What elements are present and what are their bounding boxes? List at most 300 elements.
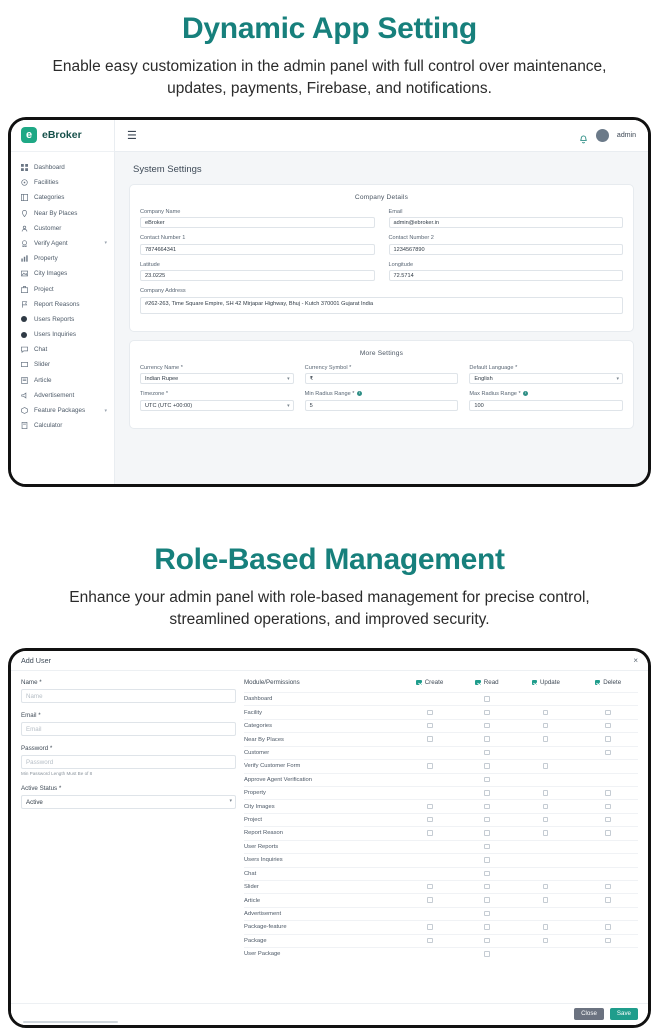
- delete-checkbox[interactable]: [605, 723, 610, 728]
- sidebar-item-label: Verify Agent: [34, 239, 68, 247]
- module-name: Facility: [244, 706, 399, 719]
- update-checkbox[interactable]: [543, 736, 548, 741]
- update-header-label: Update: [539, 678, 560, 686]
- field-label: Currency Symbol *: [304, 364, 352, 371]
- create-checkbox[interactable]: [427, 884, 432, 889]
- delete-cell[interactable]: [578, 719, 638, 732]
- module-name: Approve Agent Verification: [244, 773, 399, 786]
- sidebar-item-advertisement[interactable]: [11, 388, 114, 403]
- create-cell: [399, 854, 460, 867]
- contact-number-1-input[interactable]: 7874664341: [140, 244, 375, 255]
- read-checkbox[interactable]: [484, 830, 489, 835]
- sidebar-item-article[interactable]: [11, 373, 114, 388]
- table-row: [244, 948, 638, 961]
- sidebar-item-label: Report Reasons: [34, 300, 80, 308]
- sidebar-item-city-images[interactable]: [11, 266, 114, 281]
- brand[interactable]: [11, 120, 114, 152]
- read-checkbox[interactable]: [484, 777, 489, 782]
- field-email: [21, 712, 236, 736]
- delete-header-label: Delete: [603, 678, 622, 686]
- create-checkbox[interactable]: [427, 924, 432, 929]
- update-cell: [513, 773, 578, 786]
- read-checkbox[interactable]: [484, 884, 489, 889]
- update-cell[interactable]: [513, 894, 578, 907]
- section-subtitle: Enhance your admin panel with role-based management for precise control, streamlined operations, and improved security.: [69, 588, 590, 629]
- create-cell[interactable]: [399, 800, 460, 813]
- table-row: [244, 840, 638, 853]
- delete-cell[interactable]: [578, 787, 638, 800]
- max-radius-input[interactable]: 100: [469, 400, 623, 411]
- sidebar-item-label: Article: [34, 376, 52, 384]
- update-checkbox[interactable]: [543, 924, 548, 929]
- read-checkbox[interactable]: [484, 817, 489, 822]
- update-cell[interactable]: [513, 880, 578, 893]
- delete-checkbox[interactable]: [605, 830, 610, 835]
- update-checkbox[interactable]: [543, 763, 548, 768]
- update-cell: [513, 746, 578, 759]
- field-longitude: [389, 262, 624, 282]
- update-all-checkbox[interactable]: [532, 680, 537, 685]
- sidebar-item-feature-packages[interactable]: [11, 403, 114, 418]
- delete-cell[interactable]: [578, 894, 638, 907]
- read-all-checkbox[interactable]: [475, 680, 480, 685]
- company-details-card: [129, 184, 634, 332]
- sidebar-item-label: Calculator: [34, 422, 63, 430]
- module-name: Package-feature: [244, 921, 399, 934]
- field-currency-name: [140, 365, 294, 385]
- read-cell[interactable]: [461, 867, 514, 880]
- sidebar-item-project[interactable]: [11, 281, 114, 296]
- field-label: [305, 391, 459, 397]
- info-icon[interactable]: i: [523, 391, 528, 396]
- sidebar-item-label: Facilities: [34, 179, 59, 187]
- sidebar-item-label: Users Reports: [34, 315, 75, 323]
- read-cell[interactable]: [461, 733, 514, 746]
- field-latitude: [140, 262, 375, 282]
- table-row: [244, 934, 638, 947]
- email-input[interactable]: admin@ebroker.in: [389, 217, 624, 228]
- delete-cell[interactable]: [578, 921, 638, 934]
- module-name: Verify Customer Form: [244, 760, 399, 773]
- read-cell[interactable]: [461, 800, 514, 813]
- company-address-textarea[interactable]: #262-263, Time Square Empire, SH 42 Mirjapar Highway, Bhuj - Kutch 370001 Gujarat India: [140, 297, 623, 314]
- timezone-select[interactable]: UTC (UTC +00:00) ▾: [140, 400, 294, 411]
- create-cell[interactable]: [399, 760, 460, 773]
- avatar[interactable]: [596, 129, 609, 142]
- update-cell: [513, 867, 578, 880]
- sidebar-item-label: Users Inquiries: [34, 331, 76, 339]
- delete-checkbox[interactable]: [605, 924, 610, 929]
- read-cell[interactable]: [461, 880, 514, 893]
- update-cell[interactable]: [513, 760, 578, 773]
- create-cell: [399, 773, 460, 786]
- delete-checkbox[interactable]: [605, 790, 610, 795]
- save-button[interactable]: Save: [610, 1008, 638, 1020]
- update-header: [513, 679, 578, 693]
- read-checkbox[interactable]: [484, 804, 489, 809]
- currency-symbol-input[interactable]: ₹: [305, 373, 459, 384]
- sidebar-item-slider[interactable]: [11, 357, 114, 372]
- read-header-label: Read: [483, 678, 499, 686]
- row-coords: [140, 262, 623, 289]
- field-default-language: [469, 365, 623, 385]
- sidebar-item-label: Feature Packages: [34, 407, 86, 415]
- read-cell[interactable]: [461, 894, 514, 907]
- update-checkbox[interactable]: [543, 790, 548, 795]
- create-header: [399, 679, 460, 693]
- read-checkbox[interactable]: [484, 844, 489, 849]
- table-row: [244, 921, 638, 934]
- field-label: Latitude: [140, 261, 160, 268]
- create-cell[interactable]: [399, 934, 460, 947]
- read-cell[interactable]: [461, 813, 514, 826]
- admin-app: [11, 120, 648, 484]
- update-cell[interactable]: [513, 934, 578, 947]
- logo-icon: e: [21, 127, 37, 143]
- sidebar-item-chat[interactable]: [11, 342, 114, 357]
- read-cell[interactable]: [461, 907, 514, 920]
- read-checkbox[interactable]: [484, 951, 489, 956]
- module-name: Customer: [244, 746, 399, 759]
- create-cell[interactable]: [399, 813, 460, 826]
- close-icon[interactable]: ×: [633, 655, 638, 665]
- field-label: Company Address: [140, 288, 186, 295]
- section-title: Dynamic App Setting: [182, 12, 477, 45]
- delete-cell[interactable]: [578, 880, 638, 893]
- module-name: User Package: [244, 948, 399, 961]
- ad-icon: [20, 391, 28, 399]
- read-cell[interactable]: [461, 760, 514, 773]
- delete-cell[interactable]: [578, 827, 638, 840]
- module-name: Report Reason: [244, 827, 399, 840]
- company-name-input[interactable]: eBroker: [140, 217, 375, 228]
- module-name: Article: [244, 894, 399, 907]
- delete-checkbox[interactable]: [605, 938, 610, 943]
- table-row: [244, 746, 638, 759]
- create-cell: [399, 746, 460, 759]
- table-row: [244, 733, 638, 746]
- update-checkbox[interactable]: [543, 723, 548, 728]
- pin-icon: [20, 209, 28, 217]
- create-checkbox[interactable]: [427, 763, 432, 768]
- more-settings-card: [129, 340, 634, 429]
- table-row: [244, 880, 638, 893]
- sidebar-item-users-inquiries[interactable]: [11, 327, 114, 342]
- field-label: [469, 391, 623, 397]
- update-cell[interactable]: [513, 827, 578, 840]
- default-language-select[interactable]: English ▾: [469, 373, 623, 384]
- bell-icon[interactable]: [579, 131, 588, 140]
- read-cell[interactable]: [461, 706, 514, 719]
- active-status-select[interactable]: Active ▾: [21, 795, 236, 809]
- delete-all-checkbox[interactable]: [595, 680, 600, 685]
- sidebar-item-facilities[interactable]: [11, 175, 114, 190]
- delete-checkbox[interactable]: [605, 804, 610, 809]
- sidebar-item-users-reports[interactable]: [11, 312, 114, 327]
- field-label: Email *: [21, 711, 41, 719]
- field-label: Email: [388, 208, 403, 215]
- section-dynamic-app-setting: [0, 0, 659, 101]
- latitude-input[interactable]: 23.0225: [140, 270, 375, 281]
- delete-cell: [578, 760, 638, 773]
- update-cell[interactable]: [513, 719, 578, 732]
- field-email: [389, 209, 624, 229]
- read-cell[interactable]: [461, 773, 514, 786]
- table-row: [244, 693, 638, 706]
- update-cell: [513, 840, 578, 853]
- field-label-text: Min Radius Range *: [304, 391, 355, 398]
- create-cell: [399, 693, 460, 706]
- slider-icon: [20, 361, 28, 369]
- field-max-radius: [469, 391, 623, 411]
- sidebar-item-dashboard[interactable]: [11, 160, 114, 175]
- create-header-label: Create: [424, 678, 444, 686]
- report-icon: [20, 300, 28, 308]
- update-cell: [513, 693, 578, 706]
- delete-cell[interactable]: [578, 934, 638, 947]
- update-checkbox[interactable]: [543, 884, 548, 889]
- sidebar-item-calculator[interactable]: [11, 418, 114, 433]
- update-cell[interactable]: [513, 921, 578, 934]
- field-label: Password *: [21, 744, 53, 752]
- read-checkbox[interactable]: [484, 763, 489, 768]
- category-icon: [20, 194, 28, 202]
- table-row: [244, 827, 638, 840]
- card-title: Company Details: [354, 193, 409, 201]
- update-cell[interactable]: [513, 787, 578, 800]
- create-checkbox[interactable]: [427, 830, 432, 835]
- read-checkbox[interactable]: [484, 696, 489, 701]
- create-cell: [399, 867, 460, 880]
- read-checkbox[interactable]: [484, 857, 489, 862]
- create-cell[interactable]: [399, 719, 460, 732]
- read-cell[interactable]: [461, 934, 514, 947]
- create-cell[interactable]: [399, 921, 460, 934]
- create-cell[interactable]: [399, 733, 460, 746]
- update-checkbox[interactable]: [543, 897, 548, 902]
- read-checkbox[interactable]: [484, 750, 489, 755]
- field-label: Name *: [21, 678, 42, 686]
- read-cell[interactable]: [461, 693, 514, 706]
- read-checkbox[interactable]: [484, 736, 489, 741]
- delete-cell: [578, 773, 638, 786]
- user-name[interactable]: admin: [616, 131, 636, 139]
- create-cell[interactable]: [399, 894, 460, 907]
- delete-cell[interactable]: [578, 706, 638, 719]
- update-cell: [513, 854, 578, 867]
- table-row: [244, 787, 638, 800]
- topbar-right: [579, 129, 636, 142]
- delete-cell[interactable]: [578, 733, 638, 746]
- module-name: Chat: [244, 867, 399, 880]
- sidebar-item-near-by-places[interactable]: [11, 206, 114, 221]
- read-cell[interactable]: [461, 948, 514, 961]
- module-name: Package: [244, 934, 399, 947]
- update-cell[interactable]: [513, 800, 578, 813]
- delete-checkbox[interactable]: [605, 817, 610, 822]
- field-label: Currency Name *: [140, 364, 183, 371]
- chevron-down-icon: ▾: [104, 407, 107, 414]
- modal-body: [11, 671, 648, 1003]
- create-checkbox[interactable]: [427, 897, 432, 902]
- project-icon: [20, 285, 28, 293]
- read-header: [461, 679, 514, 693]
- module-header: Module/Permissions: [244, 679, 300, 687]
- sidebar-list: [11, 152, 114, 433]
- table-row: [244, 760, 638, 773]
- update-checkbox[interactable]: [543, 938, 548, 943]
- dot-icon: [20, 331, 28, 339]
- scrollbar[interactable]: [23, 1021, 118, 1023]
- row-currency-language: [140, 365, 623, 392]
- sidebar-item-categories[interactable]: [11, 190, 114, 205]
- delete-cell: [578, 693, 638, 706]
- delete-cell: [578, 907, 638, 920]
- update-cell: [513, 907, 578, 920]
- min-radius-input[interactable]: 5: [305, 400, 459, 411]
- image-icon: [20, 270, 28, 278]
- update-cell[interactable]: [513, 733, 578, 746]
- read-checkbox[interactable]: [484, 723, 489, 728]
- read-cell[interactable]: [461, 921, 514, 934]
- field-contact-2: [389, 235, 624, 255]
- read-cell[interactable]: [461, 854, 514, 867]
- field-label: Company Name: [140, 208, 181, 215]
- currency-name-select[interactable]: Indian Rupee ▾: [140, 373, 294, 384]
- create-cell[interactable]: [399, 706, 460, 719]
- create-checkbox[interactable]: [427, 938, 432, 943]
- row-timezone-radius: [140, 391, 623, 418]
- create-cell[interactable]: [399, 827, 460, 840]
- read-cell[interactable]: [461, 746, 514, 759]
- permissions-table: [244, 679, 638, 961]
- delete-cell[interactable]: [578, 800, 638, 813]
- topbar: [115, 120, 648, 152]
- delete-checkbox[interactable]: [605, 884, 610, 889]
- module-name: Advertisement: [244, 907, 399, 920]
- delete-cell: [578, 854, 638, 867]
- create-checkbox[interactable]: [427, 736, 432, 741]
- update-checkbox[interactable]: [543, 830, 548, 835]
- module-name: Slider: [244, 880, 399, 893]
- password-input[interactable]: Password: [21, 755, 236, 769]
- sidebar-item-customer[interactable]: [11, 221, 114, 236]
- read-checkbox[interactable]: [484, 938, 489, 943]
- table-row: [244, 719, 638, 732]
- create-cell[interactable]: [399, 880, 460, 893]
- admin-content: [115, 120, 648, 484]
- table-row: [244, 894, 638, 907]
- update-cell: [513, 948, 578, 961]
- delete-cell[interactable]: [578, 813, 638, 826]
- update-checkbox[interactable]: [543, 817, 548, 822]
- sidebar-item-verify-agent[interactable]: [11, 236, 114, 251]
- field-company-address: [140, 288, 623, 314]
- table-row: [244, 706, 638, 719]
- field-label: Active Status *: [21, 784, 62, 792]
- read-checkbox[interactable]: [484, 911, 489, 916]
- sidebar-item-report-reasons[interactable]: [11, 297, 114, 312]
- name-input[interactable]: Name: [21, 689, 236, 703]
- update-cell[interactable]: [513, 813, 578, 826]
- permissions-panel: [244, 679, 638, 1003]
- delete-cell[interactable]: [578, 746, 638, 759]
- read-checkbox[interactable]: [484, 897, 489, 902]
- longitude-input[interactable]: 72.5714: [389, 270, 624, 281]
- field-active-status: [21, 785, 236, 809]
- modal-header: [11, 651, 648, 671]
- sidebar-item-label: Advertisement: [34, 391, 75, 399]
- chart-icon: [20, 255, 28, 263]
- module-name: User Reports: [244, 840, 399, 853]
- sidebar-item-label: Categories: [34, 194, 65, 202]
- delete-checkbox[interactable]: [605, 897, 610, 902]
- close-button[interactable]: Close: [574, 1008, 604, 1020]
- delete-checkbox[interactable]: [605, 710, 610, 715]
- module-name: Near By Places: [244, 733, 399, 746]
- create-checkbox[interactable]: [427, 804, 432, 809]
- read-checkbox[interactable]: [484, 924, 489, 929]
- modal-title: Add User: [21, 655, 51, 665]
- create-checkbox[interactable]: [427, 817, 432, 822]
- create-cell: [399, 787, 460, 800]
- brand-name: eBroker: [42, 129, 82, 142]
- field-label: Contact Number 1: [140, 235, 186, 242]
- section-role-based-management: [0, 531, 659, 632]
- admin-panel-screenshot: [8, 117, 651, 487]
- contact-number-2-input[interactable]: 1234567890: [389, 244, 624, 255]
- card-title: More Settings: [359, 349, 404, 357]
- read-checkbox[interactable]: [484, 871, 489, 876]
- section-title: Role-Based Management: [154, 542, 505, 576]
- sidebar-item-property[interactable]: [11, 251, 114, 266]
- delete-checkbox[interactable]: [605, 750, 610, 755]
- read-cell[interactable]: [461, 827, 514, 840]
- read-checkbox[interactable]: [484, 710, 489, 715]
- email-input[interactable]: Email: [21, 722, 236, 736]
- field-password: [21, 745, 236, 776]
- read-cell[interactable]: [461, 719, 514, 732]
- row-name-email: [140, 209, 623, 236]
- create-cell: [399, 907, 460, 920]
- update-checkbox[interactable]: [543, 710, 548, 715]
- read-cell[interactable]: [461, 840, 514, 853]
- password-hint: Min Password Length Must Be of 8: [21, 770, 93, 776]
- read-checkbox[interactable]: [484, 790, 489, 795]
- read-cell[interactable]: [461, 787, 514, 800]
- sidebar-item-label: Chat: [34, 346, 48, 354]
- update-cell[interactable]: [513, 706, 578, 719]
- hamburger-icon[interactable]: ☰: [127, 129, 137, 142]
- grid-icon: [20, 164, 28, 172]
- create-all-checkbox[interactable]: [416, 680, 421, 685]
- section-subtitle: Enable easy customization in the admin panel with full control over maintenance, updates, payments, Firebase, and notifications.: [52, 58, 607, 98]
- info-icon[interactable]: i: [357, 391, 362, 396]
- update-checkbox[interactable]: [543, 804, 548, 809]
- sidebar-item-label: Customer: [34, 224, 62, 232]
- table-row: [244, 800, 638, 813]
- permissions-rows: [244, 693, 638, 961]
- create-checkbox[interactable]: [427, 723, 432, 728]
- create-checkbox[interactable]: [427, 710, 432, 715]
- delete-checkbox[interactable]: [605, 736, 610, 741]
- article-icon: [20, 376, 28, 384]
- module-name: Categories: [244, 719, 399, 732]
- delete-header: [578, 679, 638, 693]
- calculator-icon: [20, 422, 28, 430]
- table-row: [244, 867, 638, 880]
- page-title: System Settings: [133, 163, 202, 175]
